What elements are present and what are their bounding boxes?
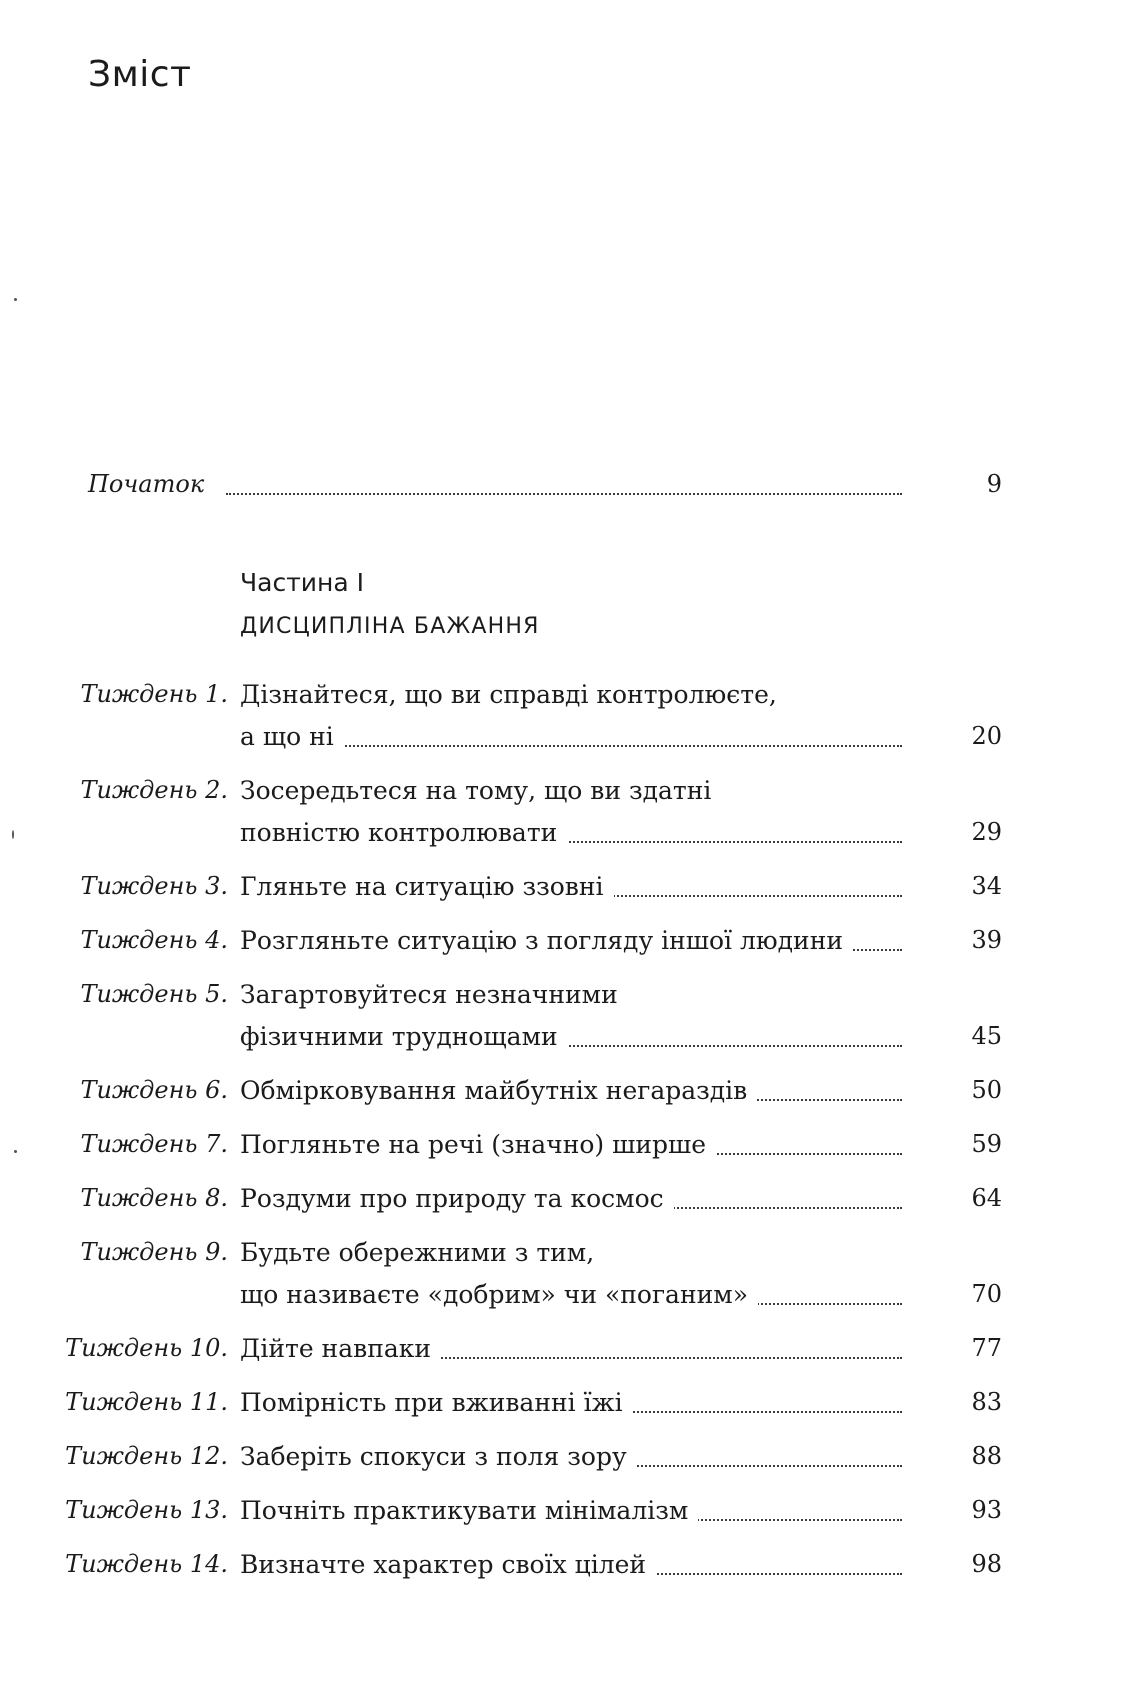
toc-row[interactable] — [0, 1388, 1142, 1424]
toc-row[interactable] — [0, 1184, 1142, 1220]
toc-entry-title: Дізнайтеся, що ви справді контролюєте, — [240, 680, 787, 709]
toc-row[interactable] — [0, 1076, 1142, 1112]
toc-week-label: Тиждень 10. — [65, 1334, 228, 1362]
toc-page-number: 34 — [971, 872, 1002, 900]
part-label: Частина І — [240, 568, 364, 597]
toc-entry-title: Погляньте на речі (значно) ширше — [240, 1130, 716, 1159]
toc-page-number: 98 — [971, 1550, 1002, 1578]
toc-row[interactable] — [0, 1334, 1142, 1370]
toc-page-number: 29 — [971, 818, 1002, 846]
toc-page-number: 50 — [971, 1076, 1002, 1104]
toc-entry-title: що називаєте «добрим» чи «поганим» — [240, 1280, 758, 1309]
toc-week-label: Тиждень 2. — [80, 776, 228, 804]
toc-week-label: Тиждень 11. — [65, 1388, 228, 1416]
toc-page-number: 39 — [971, 926, 1002, 954]
toc-entry-title: Загартовуйтеся незначними — [240, 980, 628, 1009]
scan-speck — [14, 1150, 17, 1153]
toc-row[interactable] — [0, 1550, 1142, 1586]
toc-row[interactable] — [0, 722, 1142, 758]
toc-page-number: 70 — [971, 1280, 1002, 1308]
toc-entry-title: Обмірковування майбутніх негараздів — [240, 1076, 757, 1105]
toc-row[interactable] — [0, 1238, 1142, 1274]
toc-week-label: Тиждень 7. — [80, 1130, 228, 1158]
toc-entry-title: фізичними труднощами — [240, 1022, 568, 1051]
toc-page-number: 45 — [971, 1022, 1002, 1050]
toc-row[interactable] — [0, 872, 1142, 908]
toc-week-label: Тиждень 13. — [65, 1496, 228, 1524]
toc-row[interactable] — [0, 1280, 1142, 1316]
toc-row[interactable] — [0, 776, 1142, 812]
toc-entry-title: Роздуми про природу та космос — [240, 1184, 674, 1213]
toc-page-number: 93 — [971, 1496, 1002, 1524]
toc-entry-title: повністю контролювати — [240, 818, 567, 847]
toc-page-number: 64 — [971, 1184, 1002, 1212]
toc-row[interactable] — [0, 818, 1142, 854]
toc-week-label: Тиждень 14. — [65, 1550, 228, 1578]
toc-intro-label: Початок — [88, 470, 205, 498]
toc-row[interactable] — [0, 680, 1142, 716]
toc-page-number: 9 — [986, 470, 1002, 498]
toc-entry-title: Почніть практикувати мінімалізм — [240, 1496, 698, 1525]
toc-week-label: Тиждень 1. — [80, 680, 228, 708]
toc-entry-title: Будьте обережними з тим, — [240, 1238, 604, 1267]
toc-page-number: 77 — [971, 1334, 1002, 1362]
toc-page-number: 59 — [971, 1130, 1002, 1158]
page-title: Зміст — [88, 54, 192, 95]
toc-entry-title: Визначте характер своїх цілей — [240, 1550, 656, 1579]
toc-entry-title: Дійте навпаки — [240, 1334, 441, 1363]
toc-row[interactable] — [0, 1496, 1142, 1532]
toc-week-label: Тиждень 3. — [80, 872, 228, 900]
dot-leader — [226, 489, 902, 495]
toc-entry-title: Зосередьтеся на тому, що ви здатні — [240, 776, 721, 805]
toc-row[interactable] — [0, 980, 1142, 1016]
toc-week-label: Тиждень 9. — [80, 1238, 228, 1266]
dot-leader — [250, 741, 902, 747]
toc-row[interactable] — [0, 926, 1142, 962]
toc-row[interactable] — [0, 1442, 1142, 1478]
part-title: ДИСЦИПЛІНА БАЖАННЯ — [240, 614, 540, 639]
toc-row[interactable] — [0, 1130, 1142, 1166]
toc-week-label: Тиждень 4. — [80, 926, 228, 954]
toc-week-label: Тиждень 5. — [80, 980, 228, 1008]
toc-page-number: 83 — [971, 1388, 1002, 1416]
toc-entry-title: Гляньте на ситуацію ззовні — [240, 872, 614, 901]
toc-entry-title: Розгляньте ситуацію з погляду іншої людини — [240, 926, 853, 955]
toc-row[interactable] — [0, 1022, 1142, 1058]
toc-intro-row[interactable] — [0, 470, 1142, 506]
toc-week-label: Тиждень 6. — [80, 1076, 228, 1104]
toc-entry-title: Заберіть спокуси з поля зору — [240, 1442, 637, 1471]
toc-page-number: 20 — [971, 722, 1002, 750]
toc-week-label: Тиждень 12. — [65, 1442, 228, 1470]
toc-page-number: 88 — [971, 1442, 1002, 1470]
toc-entry-title: а що ні — [240, 722, 344, 751]
toc-week-label: Тиждень 8. — [80, 1184, 228, 1212]
scan-speck — [14, 298, 17, 301]
toc-entry-title: Помірність при вживанні їжі — [240, 1388, 633, 1417]
scan-speck — [12, 830, 14, 839]
